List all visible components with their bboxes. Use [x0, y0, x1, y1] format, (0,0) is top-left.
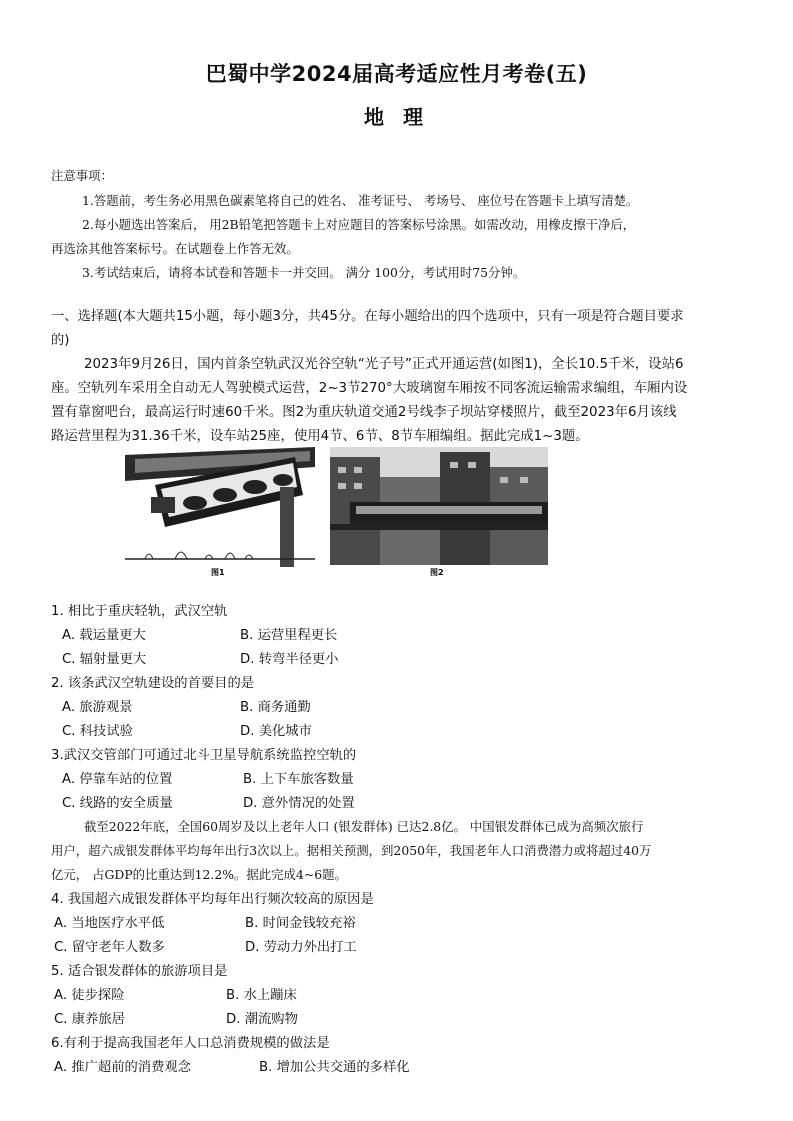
passage2-line: 亿元， 占GDP的比重达到12.2%。据此完成4~6题。	[51, 867, 347, 882]
section-heading-cont: 的)	[51, 333, 70, 348]
question-4-stem: 4. 我国超六成银发群体平均每年出行频次较高的原因是	[51, 892, 374, 907]
notice-item-3: 3.考试结束后，请将本试卷和答题卡一并交回。 满分 100分，考试用时75分钟。	[82, 265, 526, 280]
question-1-option-b: B. 运营里程更长	[240, 628, 338, 643]
question-2-option-d: D. 美化城市	[240, 724, 312, 739]
section-heading: 一、选择题(本大题共15小题，每小题3分，共45分。在每小题给出的四个选项中，只有一项是符合题目要求	[51, 309, 684, 324]
question-6-option-b: B. 增加公共交通的多样化	[259, 1060, 410, 1075]
question-6-option-a: A. 推广超前的消费观念	[54, 1060, 191, 1075]
question-5-option-d: D. 潮流购物	[226, 1012, 298, 1027]
question-5-option-c: C. 康养旅居	[54, 1012, 125, 1027]
question-3-stem: 3.武汉交管部门可通过北斗卫星导航系统监控空轨的	[51, 748, 357, 763]
question-2-stem: 2. 该条武汉空轨建设的首要目的是	[51, 676, 255, 691]
question-4-option-d: D. 劳动力外出打工	[245, 940, 357, 955]
passage2-line: 截至2022年底，全国60周岁及以上老年人口 (银发群体) 已达2.8亿。 中国银发群体已成为高频次旅行	[84, 819, 644, 834]
passage1-line: 置有靠窗吧台，最高运行时速60千米。图2为重庆轨道交通2号线李子坝站穿楼照片，截至2023年6月该线	[51, 405, 677, 420]
question-2-option-a: A. 旅游观景	[62, 700, 133, 715]
question-3-option-a: A. 停靠车站的位置	[62, 772, 173, 787]
question-3-option-c: C. 线路的安全质量	[62, 796, 173, 811]
question-3-option-d: D. 意外情况的处置	[243, 796, 355, 811]
page-title: 巴蜀中学2024届高考适应性月考卷(五)	[205, 62, 588, 86]
subject-title: 地 理	[364, 105, 429, 129]
figure-1-caption: 图1	[211, 568, 225, 577]
notice-item-1: 1.答题前，考生务必用黑色碳素笔将自己的姓名、 准考证号、 考场号、 座位号在答题卡上填写清楚。	[82, 193, 639, 208]
question-5-stem: 5. 适合银发群体的旅游项目是	[51, 964, 228, 979]
notice-item-2: 2.每小题选出答案后， 用2B铅笔把答题卡上对应题目的答案标号涂黑。如需改动，用橡皮擦干净后，	[82, 217, 636, 232]
figure-2-liziba-station-image	[330, 447, 548, 577]
question-2-option-c: C. 科技试验	[62, 724, 133, 739]
question-3-option-b: B. 上下车旅客数量	[243, 772, 354, 787]
notice-item-2-cont: 再选涂其他答案标号。在试题卷上作答无效。	[51, 241, 299, 256]
passage1-line: 2023年9月26日，国内首条空轨武汉光谷空轨“光子号”正式开通运营(如图1)，全长10.5千米，设站6	[84, 357, 684, 372]
question-1-option-c: C. 辐射量更大	[62, 652, 147, 667]
figure-1-sky-rail-image	[125, 447, 315, 577]
question-4-option-c: C. 留守老年人数多	[54, 940, 165, 955]
passage1-line: 路运营里程为31.36千米，设车站25座，使用4节、6节、8节车厢编组。据此完成1~3题。	[51, 429, 589, 444]
question-1-option-a: A. 载运量更大	[62, 628, 146, 643]
passage2-line: 用户，超六成银发群体平均每年出行3次以上。据相关预测，到2050年，我国老年人口消费潜力或将超过40万	[51, 843, 652, 858]
question-5-option-b: B. 水上蹦床	[226, 988, 297, 1003]
question-1-option-d: D. 转弯半径更小	[240, 652, 339, 667]
question-4-option-a: A. 当地医疗水平低	[54, 916, 165, 931]
question-4-option-b: B. 时间金钱较充裕	[245, 916, 356, 931]
question-1-stem: 1. 相比于重庆轻轨，武汉空轨	[51, 604, 228, 619]
notice-heading: 注意事项：	[51, 168, 113, 183]
question-6-stem: 6.有利于提高我国老年人口总消费规模的做法是	[51, 1036, 330, 1051]
question-5-option-a: A. 徒步探险	[54, 988, 125, 1003]
figure-2-caption: 图2	[430, 568, 444, 577]
question-2-option-b: B. 商务通勤	[240, 700, 311, 715]
passage1-line: 座。空轨列车采用全自动无人驾驶模式运营，2~3节270°大玻璃窗车厢按不同客流运输需求编组，车厢内设	[51, 381, 688, 396]
